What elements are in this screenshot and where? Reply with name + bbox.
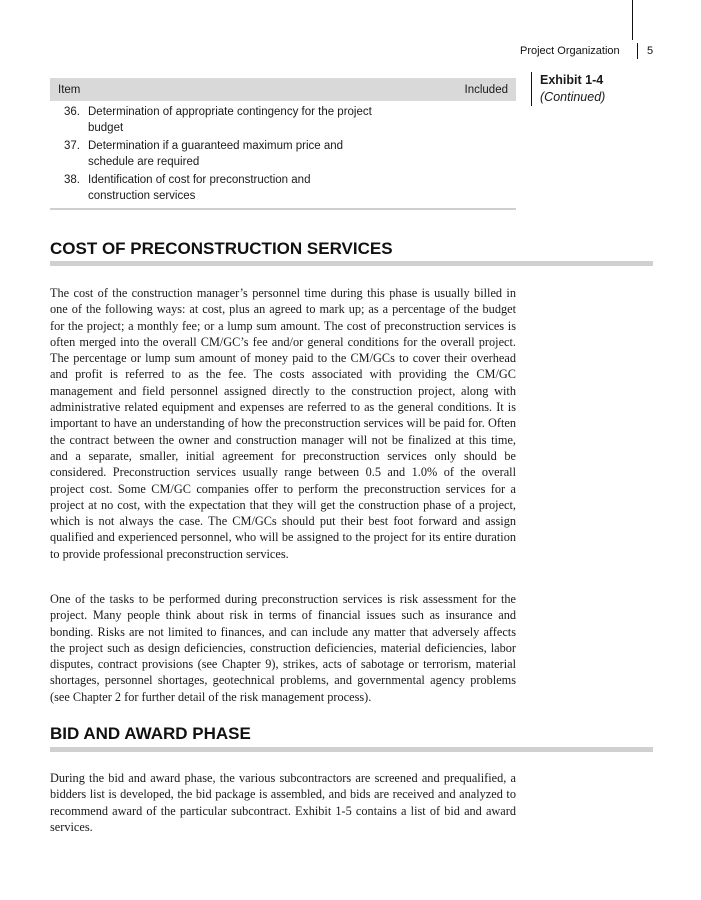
row-text: Identification of cost for preconstruction and construction services bbox=[88, 174, 311, 202]
table-header bbox=[50, 78, 516, 101]
row-text: Determination of appropriate contingency for the project budget bbox=[88, 106, 372, 134]
exhibit-title: Exhibit 1-4 bbox=[540, 73, 604, 87]
exhibit-subtitle: (Continued) bbox=[540, 90, 606, 104]
section-heading-bid-award: BID AND AWARD PHASE bbox=[50, 724, 251, 743]
column-header-included: Included bbox=[464, 83, 508, 96]
paragraph: The cost of the construction manager’s personnel time during this phase is usually billed in one of the following ways: at cost, plus an agreed to mark up; as a percentage of the budget for the project; a monthly fee; or a lump sum amount. The cost of preconstruction services is often merged into the overall CM/GC’s fee and/or general conditions for the overall project. The percentage or lump sum amount of money paid to the CM/GCs to cover their overhead and profit is referred to as the fee. The costs associated with providing the CM/GC management and field personnel assigned directly to the construction project, along with administrative related equipment and expenses are referred to as the general conditions. It is important to have an understanding of how the preconstruction services will be paid for. Often the contract between the owner and construction manager will not be finalized at this time, and a separate, smaller, initial agreement for preconstruction services only should be considered. Preconstruction services usually range between 0.5 and 1.0% of the overall project cost. Some CM/GC companies offer to perform the preconstruction services for a project at no cost, with the expectation that they will get the construction phase of a project, which is not always the case. The CM/GCs should put their best foot forward and assign qualified and experienced personnel, who will be assigned to the project for its entire duration to provide professional preconstruction services. bbox=[50, 286, 516, 561]
column-header-item: Item bbox=[58, 83, 81, 96]
section-rule bbox=[50, 261, 653, 266]
table-row bbox=[50, 139, 516, 170]
header-separator bbox=[637, 43, 638, 59]
row-number: 37. bbox=[64, 140, 80, 152]
row-number: 36. bbox=[64, 106, 80, 118]
services-table bbox=[50, 78, 516, 210]
table-row bbox=[50, 173, 516, 204]
table-bottom-rule bbox=[50, 208, 516, 210]
row-text: Determination if a guaranteed maximum price and schedule are required bbox=[88, 140, 344, 168]
table-row bbox=[50, 105, 516, 136]
margin-rule bbox=[632, 0, 633, 40]
page-number: 5 bbox=[647, 45, 654, 57]
exhibit-caption bbox=[531, 72, 605, 106]
paragraph: During the bid and award phase, the various subcontractors are screened and prequalified, a bidders list is developed, the bid package is assembled, and bids are received and analyzed to recommend award of the particular subcontract. Exhibit 1-5 contains a list of bid and award services. bbox=[50, 771, 516, 834]
paragraph: One of the tasks to be performed during preconstruction services is risk assessment for the project. Many people think about risk in terms of financial issues such as insurance and bonding. Risks are not limited to finances, and can include any matter that adversely affects the project such as design deficiencies, construction deficiencies, material deficiencies, labor disputes, contract provisions (see Chapter 9), strikes, acts of sabotage or terrorism, material shortages, personnel shortages, geotechnical problems, and governmental agency problems (see Chapter 2 for further detail of the risk management process). bbox=[50, 592, 516, 704]
section-rule bbox=[50, 747, 653, 752]
row-number: 38. bbox=[64, 174, 80, 186]
section-heading-preconstruction-cost: COST OF PRECONSTRUCTION SERVICES bbox=[50, 239, 393, 258]
running-header-title: Project Organization bbox=[520, 45, 620, 57]
